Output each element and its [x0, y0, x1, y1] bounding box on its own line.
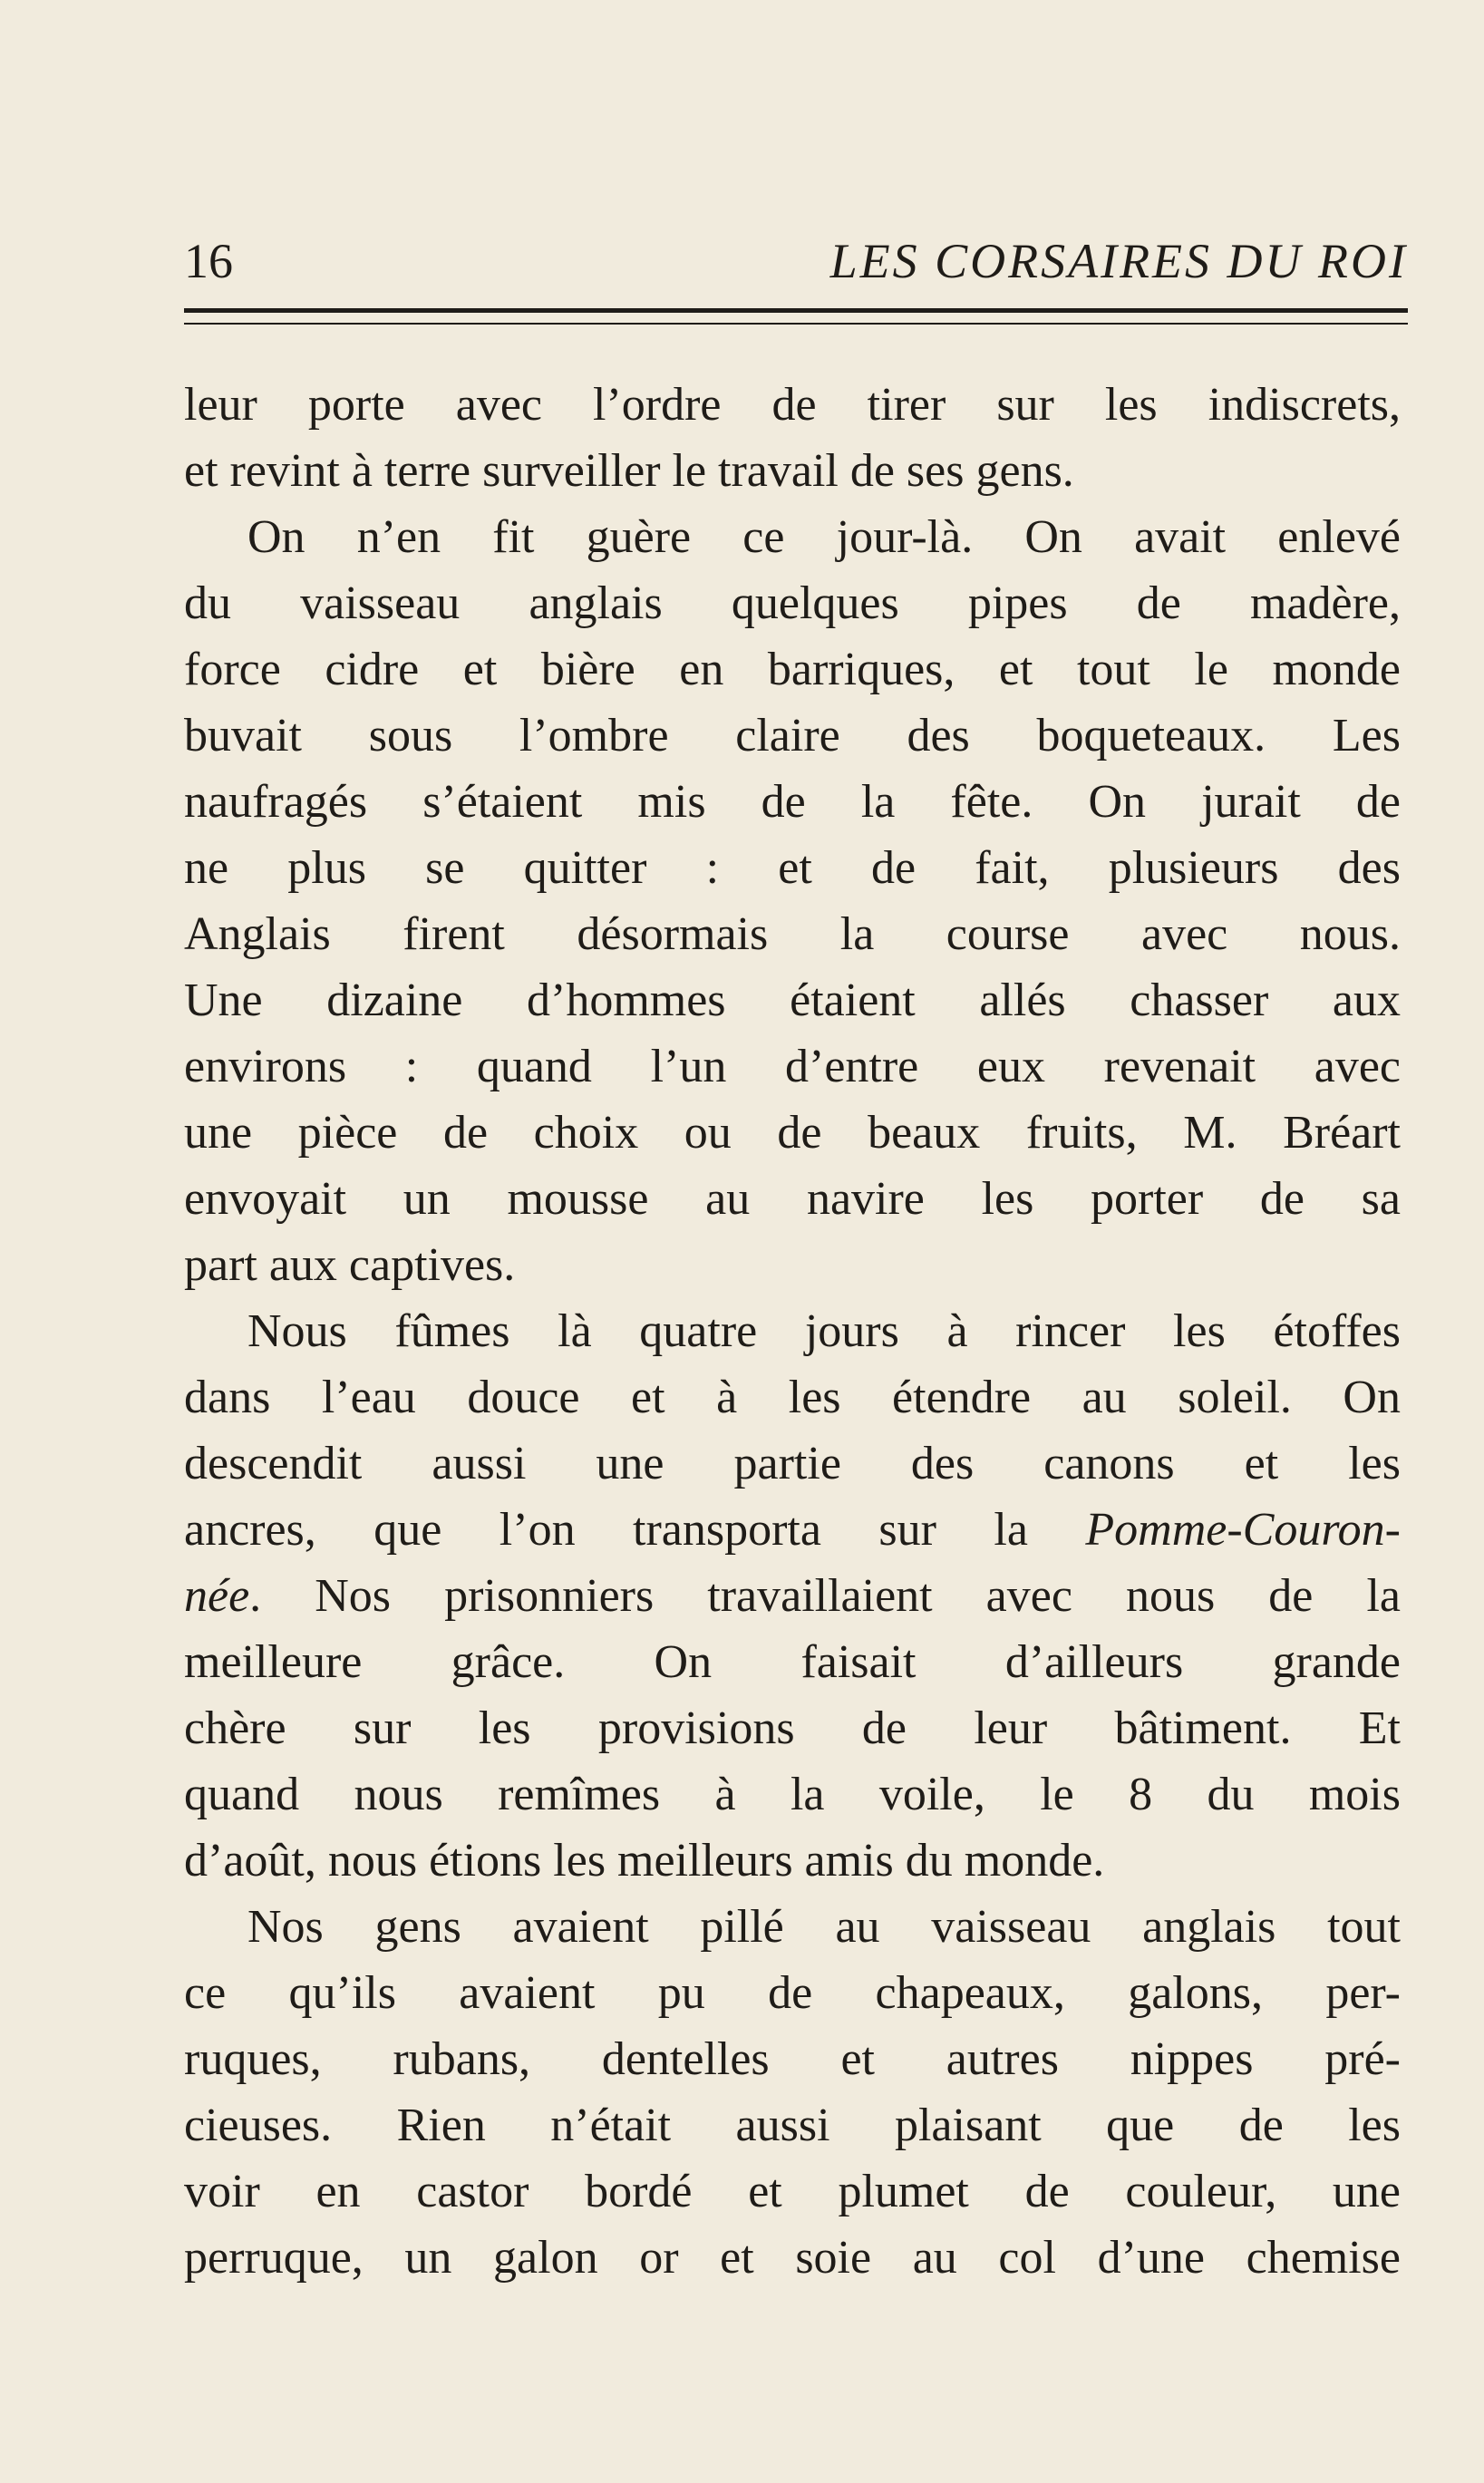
- text-line: cieuses. Rien n’était aussi plaisant que de les: [184, 2100, 1401, 2151]
- text-line: ruques, rubans, dentelles et autres nippes pré-: [184, 2033, 1401, 2085]
- text-line: envoyait un mousse au navire les porter de sa: [184, 1173, 1401, 1225]
- text-line: ne plus se quitter : et de fait, plusieurs des: [184, 842, 1401, 894]
- text-line: buvait sous l’ombre claire des boqueteaux. Les: [184, 710, 1401, 761]
- text-line: dans l’eau douce et à les étendre au soleil. On: [184, 1372, 1401, 1423]
- text-line: et revint à terre surveiller le travail de ses gens.: [184, 445, 1074, 497]
- page-number: 16: [184, 234, 233, 288]
- header-rule-thin: [184, 323, 1408, 325]
- text-line: force cidre et bière en barriques, et tout le monde: [184, 644, 1401, 695]
- text-line: quand nous remîmes à la voile, le 8 du mois: [184, 1769, 1401, 1820]
- text-line: [184, 1563, 1401, 1629]
- text-line: On n’en fit guère ce jour-là. On avait enlevé: [247, 511, 1401, 563]
- text-line: [184, 1497, 1401, 1563]
- text-line: leur porte avec l’ordre de tirer sur les indiscrets,: [184, 379, 1401, 431]
- text-line: meilleure grâce. On faisait d’ailleurs grande: [184, 1636, 1401, 1688]
- text-line: naufragés s’étaient mis de la fête. On jurait de: [184, 776, 1401, 828]
- running-head: LES CORSAIRES DU ROI: [829, 234, 1408, 288]
- body-text: [184, 372, 1401, 2291]
- text-segment: ancres, que l’on transporta sur la: [184, 1504, 1086, 1556]
- text-line: d’août, nous étions les meilleurs amis du monde.: [184, 1835, 1105, 1886]
- text-line: Nous fûmes là quatre jours à rincer les étoffes: [247, 1305, 1401, 1357]
- text-line: ce qu’ils avaient pu de chapeaux, galons, per-: [184, 1967, 1401, 2019]
- text-line: Anglais firent désormais la course avec nous.: [184, 908, 1401, 960]
- text-line: descendit aussi une partie des canons et les: [184, 1438, 1401, 1489]
- text-segment: . Nos prisonniers travaillaient avec nous de la: [249, 1570, 1401, 1622]
- text-line: chère sur les provisions de leur bâtiment. Et: [184, 1702, 1401, 1754]
- text-line: du vaisseau anglais quelques pipes de madère,: [184, 577, 1401, 629]
- text-line: une pièce de choix ou de beaux fruits, M. Bréart: [184, 1107, 1401, 1159]
- text-line: perruque, un galon or et soie au col d’une chemise: [184, 2232, 1401, 2284]
- text-line: Nos gens avaient pillé au vaisseau anglais tout: [247, 1901, 1401, 1953]
- text-line: Une dizaine d’hommes étaient allés chasser aux: [184, 975, 1401, 1026]
- header-rule-thick: [184, 308, 1408, 313]
- page-header: [184, 225, 1408, 297]
- ship-name-italic: Pomme-Couron-: [1085, 1504, 1401, 1556]
- text-line: environs : quand l’un d’entre eux revenait avec: [184, 1041, 1401, 1092]
- text-line: part aux captives.: [184, 1239, 516, 1291]
- ship-name-italic: née: [184, 1570, 250, 1622]
- text-line: voir en castor bordé et plumet de couleur, une: [184, 2166, 1401, 2217]
